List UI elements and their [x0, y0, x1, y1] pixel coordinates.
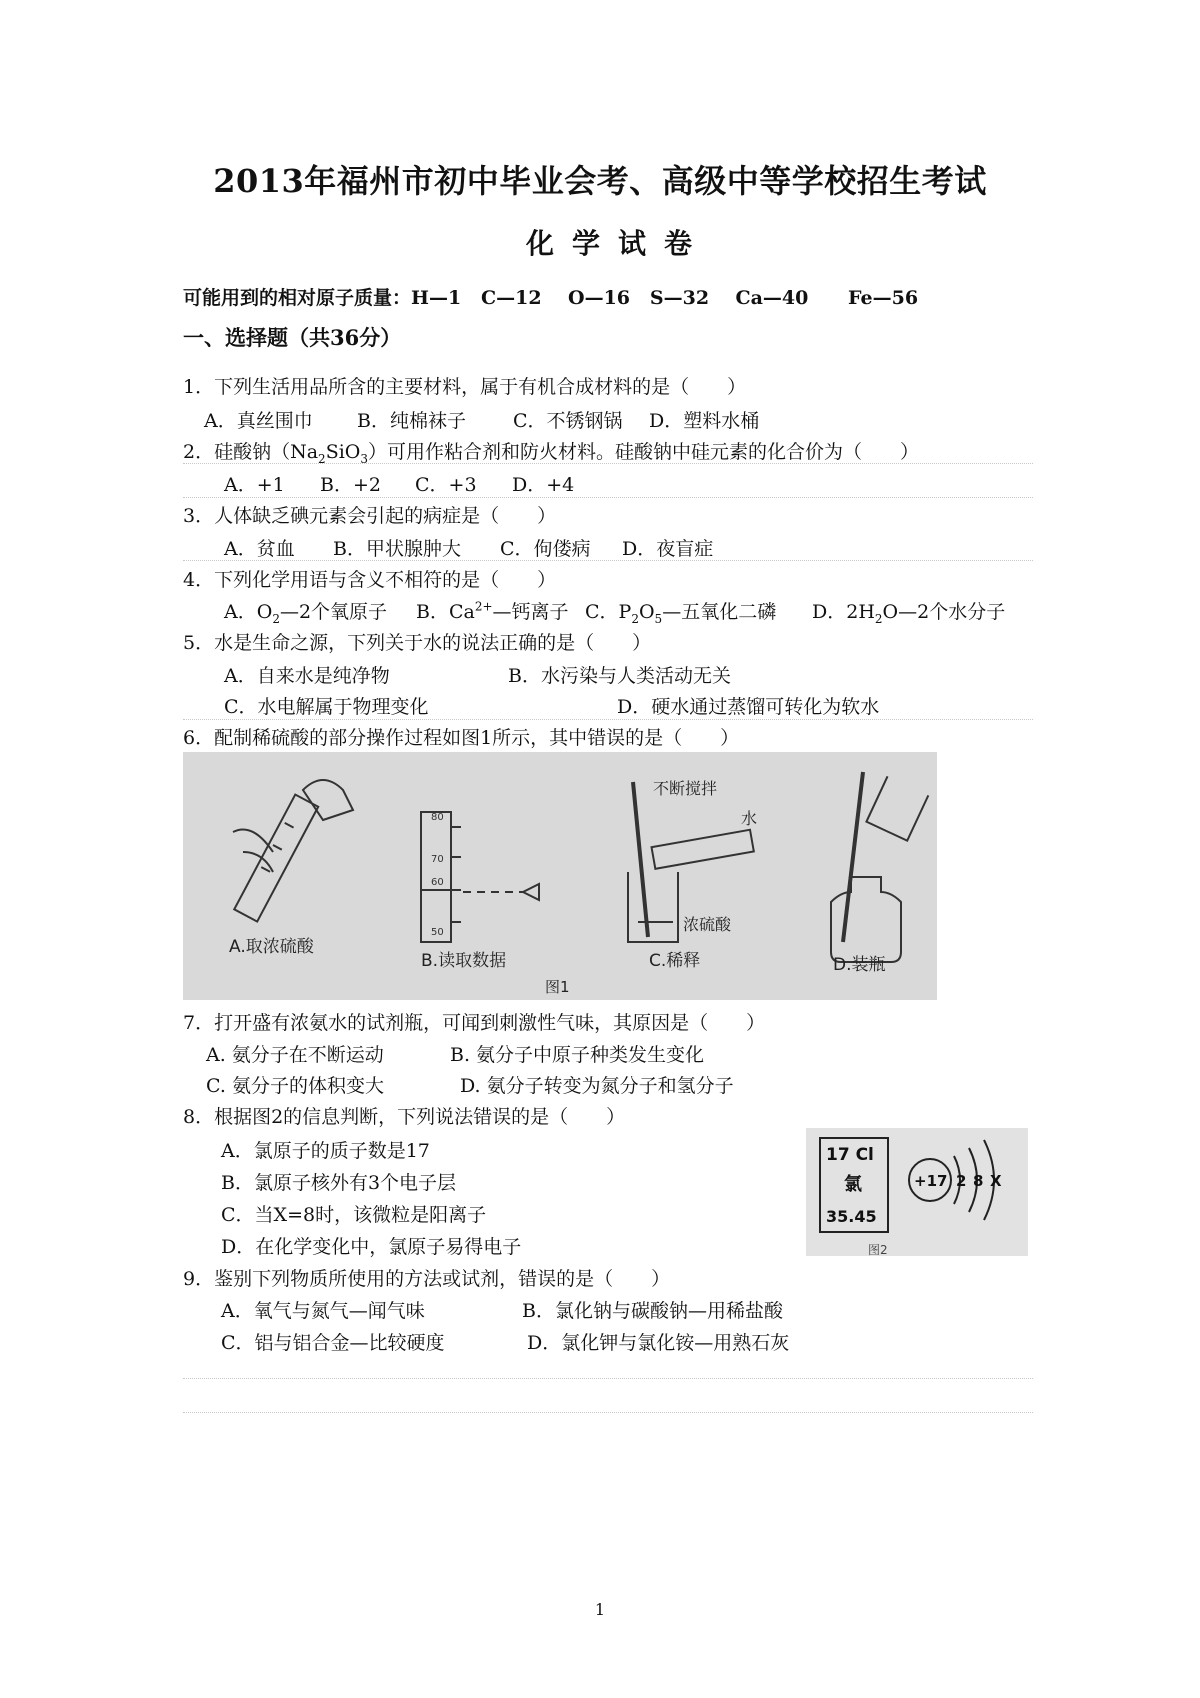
q4-option-a: A．$O_2—2$个氧原子 — [224, 601, 388, 626]
question-4-stem: 4．下列化学用语与含义不相符的是（ ） — [183, 569, 557, 591]
q8-option-d: D．在化学变化中，氯原子易得电子 — [221, 1236, 522, 1258]
nucleus-charge: +17 — [914, 1172, 948, 1190]
q7-option-a: A. 氨分子在不断运动 — [206, 1044, 384, 1066]
q2-option-d: D．+4 — [512, 474, 575, 496]
q1-option-d: D．塑料水桶 — [649, 410, 760, 432]
q7-option-b: B. 氨分子中原子种类发生变化 — [450, 1044, 705, 1066]
q9-option-d: D．氯化钾与氯化铵—用熟石灰 — [527, 1332, 790, 1354]
question-8-stem: 8．根据图2的信息判断，下列说法错误的是（ ） — [183, 1106, 626, 1128]
dotted-rule — [183, 1412, 1033, 1413]
shell-3-electrons: X — [990, 1172, 1002, 1190]
question-5-stem: 5．水是生命之源，下列关于水的说法正确的是（ ） — [183, 632, 652, 654]
label-b: B.读取数据 — [421, 951, 507, 971]
question-6-stem: 6．配制稀硫酸的部分操作过程如图1所示，其中错误的是（ ） — [183, 727, 740, 749]
element-name: 氯 — [844, 1174, 862, 1195]
q4-option-c: C．$P_2O_5—$五氧化二磷 — [585, 601, 777, 626]
element-symbol: 17 Cl — [826, 1145, 874, 1165]
shell-2-electrons: 8 — [973, 1172, 984, 1190]
q5-option-d: D．硬水通过蒸馏可转化为软水 — [617, 696, 880, 718]
q9-option-b: B．氯化钠与碳酸钠—用稀盐酸 — [522, 1300, 783, 1322]
question-3-stem: 3．人体缺乏碘元素会引起的病症是（ ） — [183, 505, 557, 527]
question-9-stem: 9．鉴别下列物质所使用的方法或试剂，错误的是（ ） — [183, 1268, 671, 1290]
q2-option-a: A．+1 — [224, 474, 285, 496]
dotted-rule — [183, 463, 1033, 464]
q3-option-d: D．夜盲症 — [622, 538, 714, 560]
q5-option-c: C．水电解属于物理变化 — [224, 696, 429, 718]
figure-2 — [806, 1128, 1028, 1256]
page-number: 1 — [594, 1600, 606, 1619]
q4-option-b: B．$Ca^{2+}—$钙离子 — [416, 599, 569, 623]
tick-70: 70 — [431, 854, 444, 865]
atomic-masses: 可能用到的相对原子质量：H—1 C—12 O—16 S—32 Ca—40 Fe—56 — [183, 287, 919, 309]
q1-option-c: C．不锈钢锅 — [513, 410, 623, 432]
dotted-rule — [183, 560, 1033, 561]
dotted-rule — [183, 497, 1033, 498]
section-heading: 一、选择题（共36分） — [183, 325, 402, 350]
label-d: D.装瓶 — [833, 955, 886, 975]
figure-1-caption: 图1 — [545, 978, 570, 996]
figure-1 — [183, 752, 937, 1000]
page-title: 2013年福州市初中毕业会考、高级中等学校招生考试 — [213, 162, 987, 200]
label-water: 水 — [741, 809, 758, 828]
q2-option-c: C．+3 — [415, 474, 477, 496]
figure-2-caption: 图2 — [868, 1243, 888, 1256]
q8-option-c: C．当X=8时，该微粒是阳离子 — [221, 1204, 487, 1226]
label-a: A.取浓硫酸 — [229, 937, 314, 957]
q9-option-a: A．氧气与氮气—闻气味 — [221, 1300, 425, 1322]
q5-option-a: A．自来水是纯净物 — [224, 665, 390, 687]
tick-80: 80 — [431, 812, 444, 823]
question-2-stem: 2．硅酸钠$(Na_2SiO_3)$可用作粘合剂和防火材料。硅酸钠中硅元素的化合价为（ ） — [183, 441, 920, 466]
tick-60: 60 — [431, 877, 444, 888]
shell-1-electrons: 2 — [956, 1172, 967, 1190]
q7-option-c: C. 氨分子的体积变大 — [206, 1075, 384, 1097]
page-subtitle: 化学试卷 — [525, 227, 710, 260]
q3-option-b: B．甲状腺肿大 — [333, 538, 461, 560]
question-7-stem: 7．打开盛有浓氨水的试剂瓶，可闻到刺激性气味，其原因是（ ） — [183, 1012, 766, 1034]
element-mass: 35.45 — [826, 1207, 877, 1226]
question-1-stem: 1．下列生活用品所含的主要材料，属于有机合成材料的是（ ） — [183, 376, 747, 398]
q9-option-c: C．铝与铝合金—比较硬度 — [221, 1332, 445, 1354]
label-conc-acid: 浓硫酸 — [683, 915, 732, 934]
q7-option-d: D. 氨分子转变为氮分子和氢分子 — [460, 1075, 734, 1097]
q3-option-a: A．贫血 — [224, 538, 295, 560]
dotted-rule — [183, 719, 1033, 720]
label-c: C.稀释 — [649, 951, 701, 971]
q1-option-a: A．真丝围巾 — [204, 410, 313, 432]
q1-option-b: B．纯棉袜子 — [357, 410, 466, 432]
tick-50: 50 — [431, 927, 444, 938]
q2-option-b: B．+2 — [320, 474, 381, 496]
label-stir: 不断搅拌 — [653, 779, 718, 798]
q8-option-a: A．氯原子的质子数是17 — [221, 1140, 430, 1162]
q3-option-c: C．佝偻病 — [500, 538, 591, 560]
q8-option-b: B．氯原子核外有3个电子层 — [221, 1172, 457, 1194]
q4-option-d: D．$2H_2O—2$个水分子 — [812, 601, 1006, 626]
dotted-rule — [183, 1378, 1033, 1379]
q5-option-b: B．水污染与人类活动无关 — [508, 665, 731, 687]
